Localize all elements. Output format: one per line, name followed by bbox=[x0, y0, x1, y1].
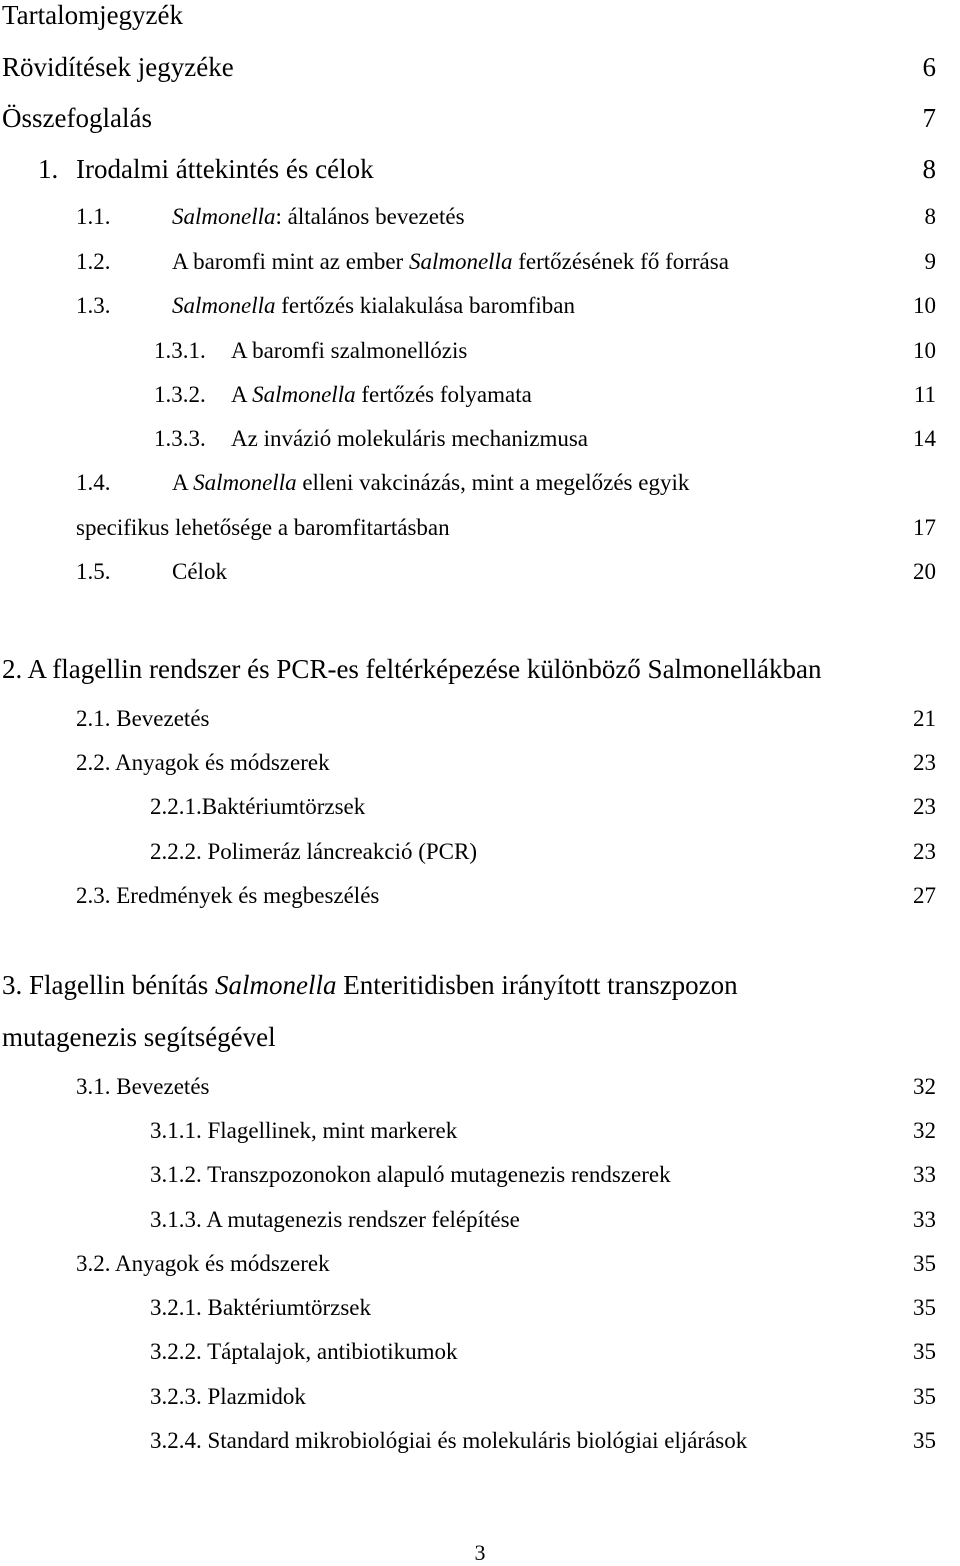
toc-entry bbox=[0, 470, 960, 500]
toc-entry bbox=[0, 750, 960, 780]
toc-page-number: 11 bbox=[913, 382, 936, 407]
toc-entry-label: 3.2.4. Standard mikrobiológiai és molekuláris biológiai eljárások bbox=[150, 1428, 748, 1453]
label-text: elleni vakcinázás, mint a megelőzés egyik bbox=[296, 470, 690, 495]
toc-entry bbox=[0, 103, 960, 133]
toc-entry bbox=[0, 249, 960, 279]
toc-entry-label: 3.2.1. Baktériumtörzsek bbox=[150, 1295, 372, 1320]
toc-entry-label: 2.2.2. Polimeráz láncreakció (PCR) bbox=[150, 839, 478, 864]
toc-entry-label: Irodalmi áttekintés és célok bbox=[76, 154, 374, 184]
toc-entry-label: Rövidítések jegyzéke bbox=[2, 52, 234, 82]
toc-page-number: 35 bbox=[913, 1251, 936, 1276]
toc-entry-label: 3.2.2. Táptalajok, antibiotikumok bbox=[150, 1339, 458, 1364]
toc-entry-label: 2.2.1.Baktériumtörzsek bbox=[150, 794, 366, 819]
toc-entry-label: 2. A flagellin rendszer és PCR-es feltérképezése különböző Salmonellákban bbox=[2, 654, 822, 684]
toc-entry-number: 1.3. bbox=[76, 293, 111, 318]
toc-entry-label: 2.2. Anyagok és módszerek bbox=[76, 750, 330, 775]
toc-entry-label: specifikus lehetősége a baromfitartásban bbox=[76, 515, 450, 540]
toc-page-number: 17 bbox=[913, 515, 936, 540]
toc-page-number: 33 bbox=[913, 1207, 936, 1232]
toc-entry-label bbox=[172, 249, 729, 275]
toc-entry-number: 1.5. bbox=[76, 559, 111, 584]
page-number: 3 bbox=[474, 1540, 486, 1565]
toc-page-number: 27 bbox=[913, 883, 936, 908]
toc-page-number: 10 bbox=[913, 338, 936, 363]
toc-entry bbox=[0, 293, 960, 323]
toc-entry bbox=[0, 1118, 960, 1148]
toc-page-number: 35 bbox=[913, 1295, 936, 1320]
toc-entry-label: Az invázió molekuláris mechanizmusa bbox=[231, 426, 589, 451]
toc-entry-label: Célok bbox=[172, 559, 227, 584]
toc-page-number: 6 bbox=[922, 52, 936, 82]
toc-entry-label bbox=[231, 382, 532, 408]
toc-chapter-heading bbox=[0, 970, 960, 1000]
toc-page-number: 14 bbox=[913, 426, 936, 451]
label-text: fertőzés folyamata bbox=[355, 382, 532, 407]
label-text: A bbox=[231, 382, 253, 407]
toc-entry-label: A baromfi szalmonellózis bbox=[231, 338, 468, 363]
italic-term: Salmonella bbox=[252, 382, 356, 407]
toc-entry-label bbox=[2, 970, 738, 1001]
toc-entry-label: mutagenezis segítségével bbox=[2, 1022, 276, 1052]
toc-entry bbox=[0, 1384, 960, 1414]
toc-entry-label: 3.2. Anyagok és módszerek bbox=[76, 1251, 330, 1276]
toc-page-number: 10 bbox=[913, 293, 936, 318]
toc-entry-label: 2.3. Eredmények és megbeszélés bbox=[76, 883, 380, 908]
toc-entry bbox=[0, 706, 960, 736]
toc-entry bbox=[0, 559, 960, 589]
toc-entry bbox=[0, 1428, 960, 1458]
toc-entry bbox=[0, 1295, 960, 1325]
toc-page-number: 7 bbox=[922, 103, 936, 133]
toc-page-number: 23 bbox=[913, 750, 936, 775]
toc-page-number: 32 bbox=[913, 1074, 936, 1099]
label-text: A bbox=[172, 470, 194, 495]
toc-page-number: 9 bbox=[924, 249, 936, 274]
italic-term: Salmonella bbox=[172, 293, 276, 318]
label-text: : általános bevezetés bbox=[275, 204, 465, 229]
toc-entry-label: Összefoglalás bbox=[2, 103, 152, 133]
toc-page-number: 23 bbox=[913, 794, 936, 819]
toc-page-number: 21 bbox=[913, 706, 936, 731]
toc-entry bbox=[0, 1207, 960, 1237]
toc-page-number: 20 bbox=[913, 559, 936, 584]
label-text: Enteritidisben irányított transzpozon bbox=[336, 970, 738, 1000]
italic-term: Salmonella bbox=[193, 470, 297, 495]
toc-entry bbox=[0, 515, 960, 545]
toc-entry bbox=[0, 338, 960, 368]
toc-entry-label bbox=[172, 293, 575, 319]
toc-entry-label: 2.1. Bevezetés bbox=[76, 706, 210, 731]
toc-page-number: 23 bbox=[913, 839, 936, 864]
toc-entry-label: 3.1.3. A mutagenezis rendszer felépítése bbox=[150, 1207, 520, 1232]
toc-entry bbox=[0, 52, 960, 82]
italic-term: Salmonella bbox=[408, 249, 513, 274]
label-text: 3. Flagellin bénítás bbox=[2, 970, 215, 1000]
toc-entry-label: 3.1.2. Transzpozonokon alapuló mutagenezis rendszerek bbox=[150, 1162, 671, 1187]
toc-entry-label: 3.2.3. Plazmidok bbox=[150, 1384, 306, 1409]
italic-term: Salmonella bbox=[214, 970, 337, 1000]
toc-entry bbox=[0, 839, 960, 869]
label-text: fertőzésének fő forrása bbox=[512, 249, 729, 274]
toc-entry bbox=[0, 794, 960, 824]
label-text: A baromfi mint az ember bbox=[172, 249, 409, 274]
label-text: fertőzés kialakulása baromfiban bbox=[275, 293, 576, 318]
toc-title: Tartalomjegyzék bbox=[2, 0, 184, 30]
toc-entry-number: 1.1. bbox=[76, 204, 111, 229]
toc-chapter-heading-continued bbox=[0, 1022, 960, 1052]
toc-entry bbox=[0, 154, 960, 184]
toc-entry bbox=[0, 1251, 960, 1281]
toc-entry bbox=[0, 426, 960, 456]
italic-term: Salmonella bbox=[172, 204, 276, 229]
toc-entry bbox=[0, 204, 960, 234]
toc-entry-number: 1.3.1. bbox=[154, 338, 206, 363]
toc-entry bbox=[0, 1074, 960, 1104]
toc-page-number: 32 bbox=[913, 1118, 936, 1143]
toc-page-number: 8 bbox=[922, 154, 936, 184]
toc-entry-label bbox=[172, 204, 465, 230]
toc-entry-number: 1.3.3. bbox=[154, 426, 206, 451]
toc-entry bbox=[0, 883, 960, 913]
toc-entry-label bbox=[172, 470, 689, 496]
toc-chapter-heading bbox=[0, 654, 960, 684]
toc-entry bbox=[0, 1162, 960, 1192]
toc-entry-label: 3.1. Bevezetés bbox=[76, 1074, 210, 1099]
toc-entry-number: 1.3.2. bbox=[154, 382, 206, 407]
toc-page-number: 35 bbox=[913, 1428, 936, 1453]
toc-entry bbox=[0, 1339, 960, 1369]
toc-entry bbox=[0, 382, 960, 412]
toc-page-number: 35 bbox=[913, 1339, 936, 1364]
toc-page-number: 35 bbox=[913, 1384, 936, 1409]
toc-page-number: 8 bbox=[924, 204, 936, 229]
toc-entry-number: 1. bbox=[38, 154, 59, 184]
toc-entry-label: 3.1.1. Flagellinek, mint markerek bbox=[150, 1118, 458, 1143]
toc-entry-number: 1.4. bbox=[76, 470, 111, 495]
toc-page-number: 33 bbox=[913, 1162, 936, 1187]
toc-entry-number: 1.2. bbox=[76, 249, 111, 274]
